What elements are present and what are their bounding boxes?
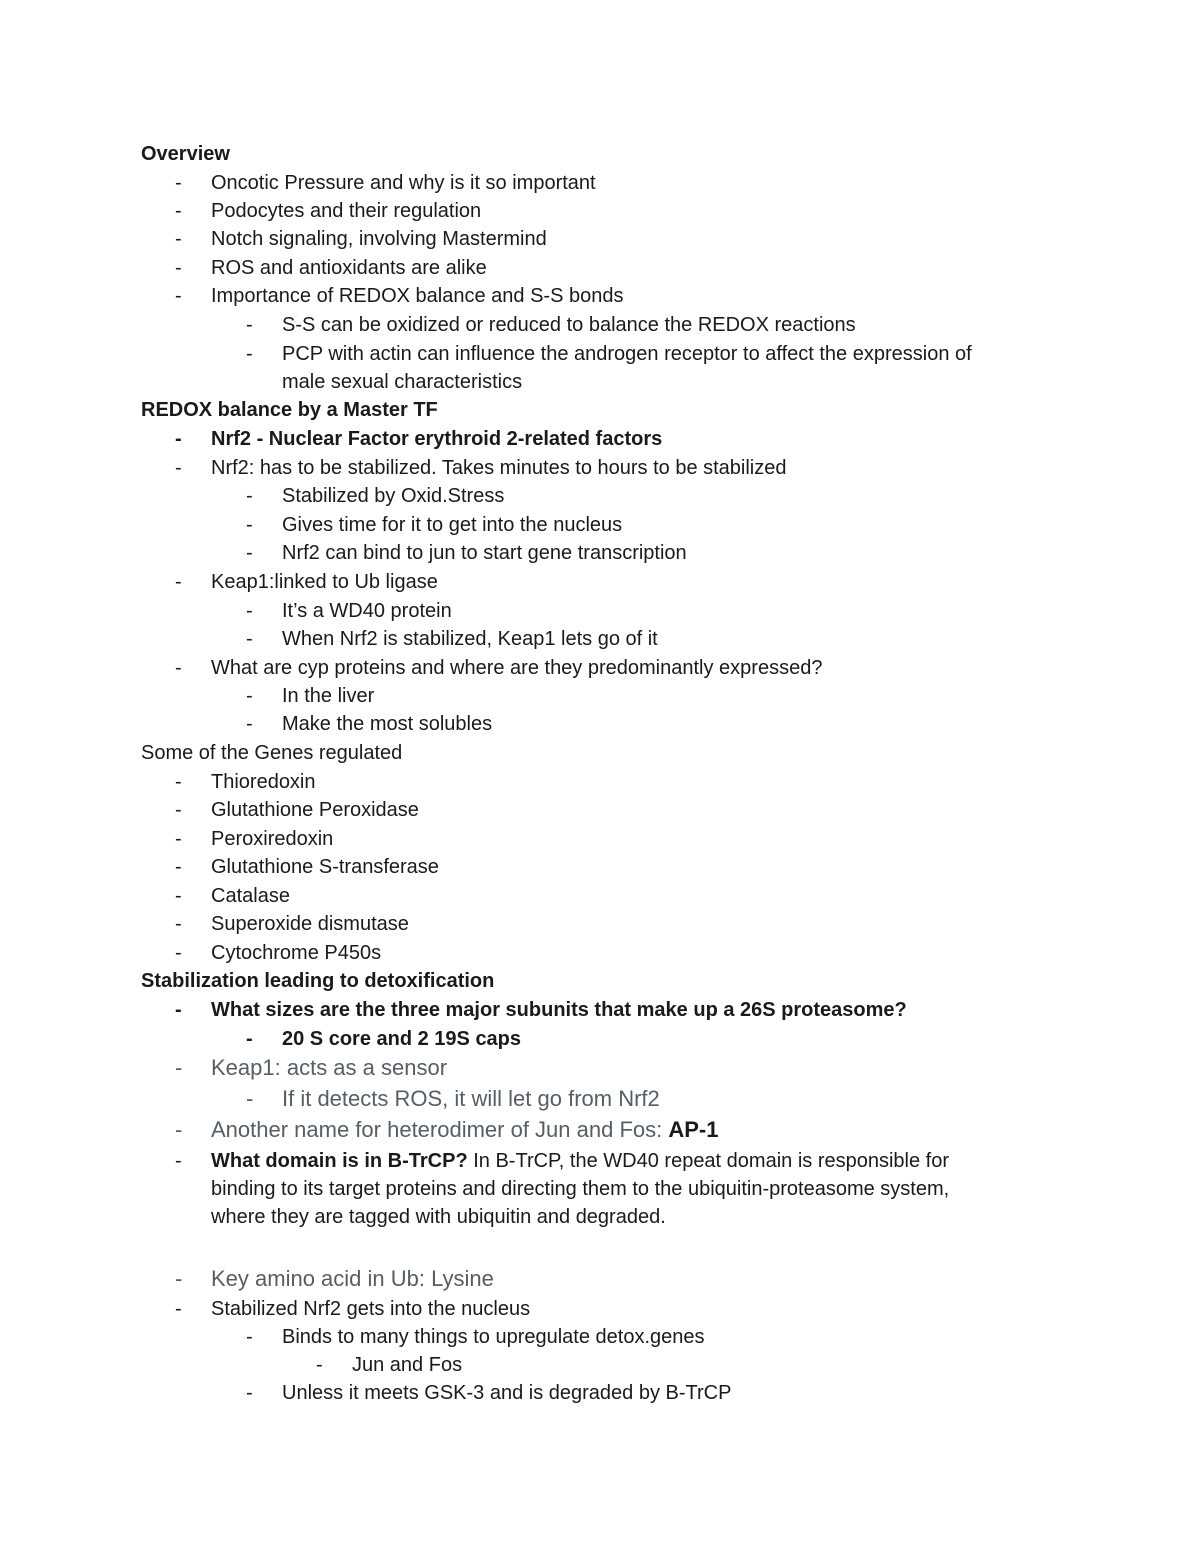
list-item: Glutathione S-transferase bbox=[211, 856, 439, 878]
list-sub-item: 20 S core and 2 19S caps bbox=[282, 1028, 522, 1050]
list-item: Keap1: acts as a sensor bbox=[211, 1055, 448, 1080]
list-item bbox=[211, 1149, 949, 1173]
bullet-dash: - bbox=[246, 485, 253, 507]
bullet-dash: - bbox=[175, 999, 182, 1021]
bullet-dash: - bbox=[175, 1117, 183, 1142]
list-item: Key amino acid in Ub: Lysine bbox=[211, 1266, 494, 1291]
bullet-dash: - bbox=[246, 542, 253, 564]
list-item: Catalase bbox=[211, 885, 290, 907]
list-sub-item: It’s a WD40 protein bbox=[282, 600, 452, 622]
list-item: What sizes are the three major subunits that make up a 26S proteasome? bbox=[211, 999, 907, 1021]
bullet-dash: - bbox=[175, 657, 182, 679]
bullet-dash: - bbox=[246, 1086, 254, 1111]
bullet-dash: - bbox=[175, 828, 182, 850]
list-sub-item: S-S can be oxidized or reduced to balance the REDOX reactions bbox=[282, 314, 856, 336]
list-item-continuation: where they are tagged with ubiquitin and degraded. bbox=[211, 1206, 666, 1228]
list-item: Keap1:linked to Ub ligase bbox=[211, 571, 438, 593]
bullet-dash: - bbox=[246, 713, 253, 735]
list-sub-sub-item: Jun and Fos bbox=[352, 1354, 463, 1376]
bullet-dash: - bbox=[175, 771, 182, 793]
list-item: Peroxiredoxin bbox=[211, 828, 334, 850]
bullet-dash: - bbox=[175, 200, 182, 222]
heterodimer-text: Another name for heterodimer of Jun and Fos: bbox=[211, 1117, 663, 1142]
bullet-dash: - bbox=[175, 856, 182, 878]
list-item bbox=[211, 1117, 719, 1143]
list-item: Cytochrome P450s bbox=[211, 942, 382, 964]
list-item: What are cyp proteins and where are they predominantly expressed? bbox=[211, 657, 823, 679]
bullet-dash: - bbox=[316, 1354, 323, 1376]
list-sub-item: Make the most solubles bbox=[282, 713, 493, 735]
bullet-dash: - bbox=[246, 628, 253, 650]
list-sub-item: Binds to many things to upregulate detox.genes bbox=[282, 1326, 705, 1348]
list-item: Glutathione Peroxidase bbox=[211, 799, 419, 821]
bullet-dash: - bbox=[246, 514, 253, 536]
bullet-dash: - bbox=[246, 1028, 253, 1050]
list-sub-item: Nrf2 can bind to jun to start gene transcription bbox=[282, 542, 687, 564]
list-item: Stabilized Nrf2 gets into the nucleus bbox=[211, 1298, 531, 1320]
bullet-dash: - bbox=[175, 913, 182, 935]
bullet-dash: - bbox=[175, 571, 182, 593]
list-sub-item: PCP with actin can influence the androgen receptor to affect the expression of bbox=[282, 343, 972, 365]
bullet-dash: - bbox=[246, 685, 253, 707]
bullet-dash: - bbox=[175, 428, 182, 450]
list-item: Notch signaling, involving Mastermind bbox=[211, 228, 547, 250]
list-sub-item: Unless it meets GSK-3 and is degraded by B-TrCP bbox=[282, 1382, 732, 1404]
list-sub-item: In the liver bbox=[282, 685, 375, 707]
list-sub-item: Stabilized by Oxid.Stress bbox=[282, 485, 505, 507]
list-item: Podocytes and their regulation bbox=[211, 200, 482, 222]
list-item: Superoxide dismutase bbox=[211, 913, 409, 935]
bullet-dash: - bbox=[175, 1298, 182, 1320]
bullet-dash: - bbox=[246, 600, 253, 622]
bullet-dash: - bbox=[246, 343, 253, 365]
ap1-answer: AP-1 bbox=[668, 1117, 719, 1142]
nrf2-title: Nrf2 - Nuclear Factor erythroid 2-related factors bbox=[211, 428, 663, 450]
list-item-continuation: binding to its target proteins and directing them to the ubiquitin-proteasome system, bbox=[211, 1178, 950, 1200]
bullet-dash: - bbox=[175, 885, 182, 907]
btrcp-question: What domain is in B-TrCP? bbox=[211, 1150, 468, 1172]
section-heading-stabilization: Stabilization leading to detoxification bbox=[141, 970, 495, 992]
section-heading-genes: Some of the Genes regulated bbox=[141, 742, 403, 764]
list-item: Importance of REDOX balance and S-S bonds bbox=[211, 285, 624, 307]
bullet-dash: - bbox=[175, 228, 182, 250]
bullet-dash: - bbox=[175, 457, 182, 479]
bullet-dash: - bbox=[175, 799, 182, 821]
list-item: Nrf2: has to be stabilized. Takes minutes to hours to be stabilized bbox=[211, 457, 787, 479]
list-sub-item-continuation: male sexual characteristics bbox=[282, 371, 523, 393]
bullet-dash: - bbox=[175, 257, 182, 279]
btrcp-answer: In B-TrCP, the WD40 repeat domain is responsible for bbox=[473, 1150, 950, 1172]
bullet-dash: - bbox=[246, 314, 253, 336]
bullet-dash: - bbox=[246, 1326, 253, 1348]
section-heading-redox: REDOX balance by a Master TF bbox=[141, 399, 438, 421]
list-sub-item: Gives time for it to get into the nucleus bbox=[282, 514, 623, 536]
list-item: Oncotic Pressure and why is it so important bbox=[211, 172, 596, 194]
list-item: Thioredoxin bbox=[211, 771, 316, 793]
bullet-dash: - bbox=[175, 285, 182, 307]
list-item: ROS and antioxidants are alike bbox=[211, 257, 487, 279]
bullet-dash: - bbox=[175, 1055, 183, 1080]
bullet-dash: - bbox=[175, 1150, 182, 1172]
bullet-dash: - bbox=[175, 172, 182, 194]
bullet-dash: - bbox=[246, 1382, 253, 1404]
bullet-dash: - bbox=[175, 1266, 183, 1291]
list-sub-item: If it detects ROS, it will let go from Nrf2 bbox=[282, 1086, 660, 1111]
list-sub-item: When Nrf2 is stabilized, Keap1 lets go of it bbox=[282, 628, 658, 650]
section-heading-overview: Overview bbox=[141, 143, 230, 165]
bullet-dash: - bbox=[175, 942, 182, 964]
